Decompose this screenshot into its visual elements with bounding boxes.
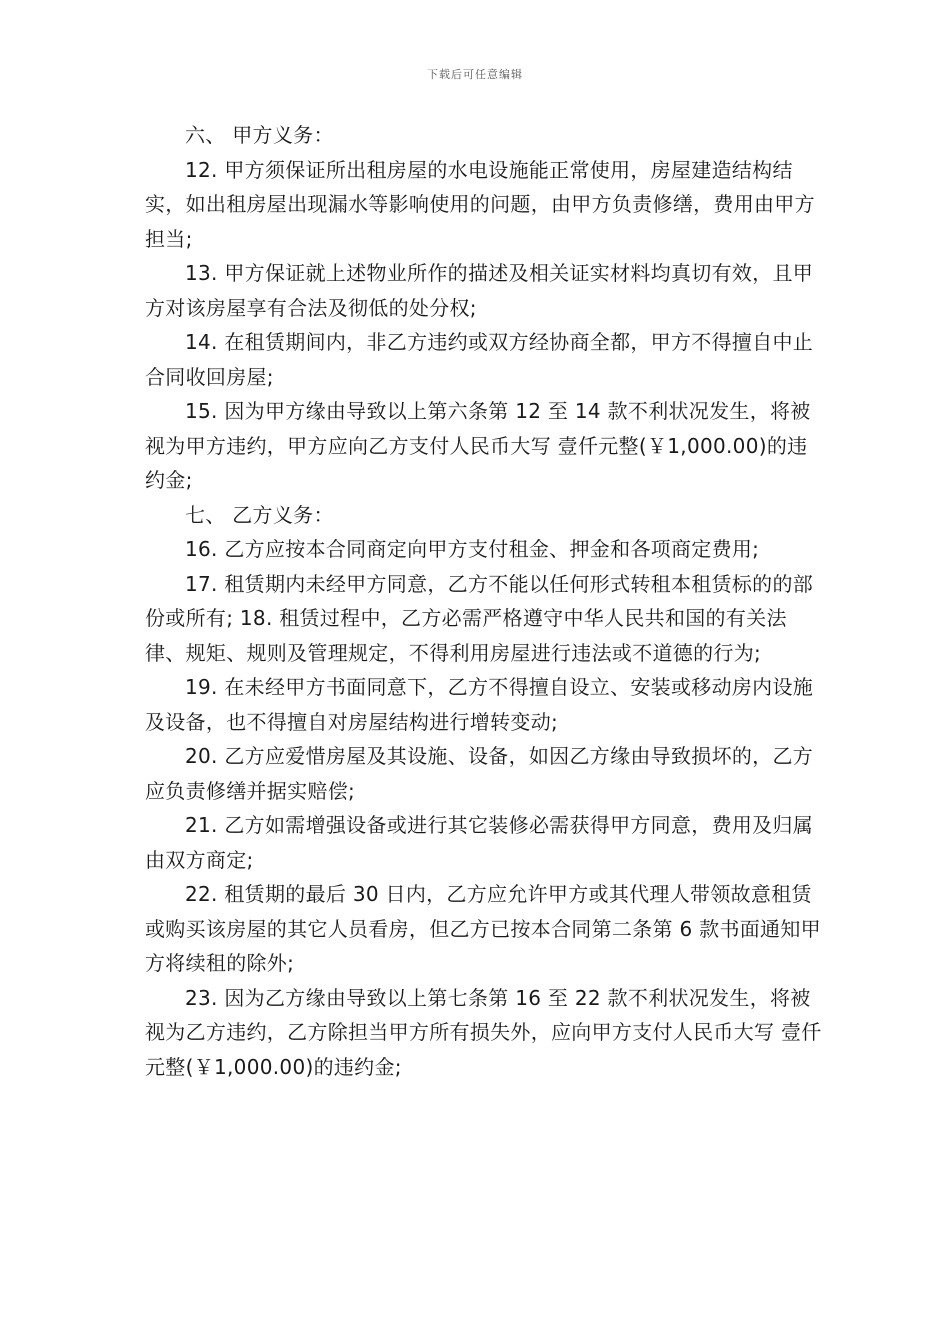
clause-22: 22. 租赁期的最后 30 日内，乙方应允许甲方或其代理人带领故意租赁或购买该房屋的其它人员看房，但乙方已按本合同第二条第 6 款书面通知甲方将续租的除外; xyxy=(145,882,821,975)
section-heading-6: 六、 甲方义务： xyxy=(185,123,334,147)
clause-13: 13. 甲方保证就上述物业所作的描述及相关证实材料均真切有效，且甲方对该房屋享有合法及彻低的处分权; xyxy=(145,261,814,320)
clause-20: 20. 乙方应爱惜房屋及其设施、设备，如因乙方缘由导致损坏的，乙方应负责修缮并据实赔偿; xyxy=(145,744,814,803)
clause-17-18: 17. 租赁期内未经甲方同意，乙方不能以任何形式转租本租赁标的的部份或所有; 18. 租赁过程中，乙方必需严格遵守中华人民共和国的有关法律、规矩、规则及管理规定，不得利用房屋进行违法或不道德的行为; xyxy=(145,571,814,665)
clause-21: 21. 乙方如需增强设备或进行其它装修必需获得甲方同意，费用及归属由双方商定; xyxy=(145,813,814,872)
page-header: 下载后可任意编辑 xyxy=(427,68,523,81)
clause-23: 23. 因为乙方缘由导致以上第七条第 16 至 22 款不利状况发生，将被视为乙方违约，乙方除担当甲方所有损失外，应向甲方支付人民币大写 壹仟元整(￥1,000.00)的违约金; xyxy=(145,985,822,1079)
section-heading-7: 七、 乙方义务： xyxy=(185,502,334,527)
clause-15: 15. 因为甲方缘由导致以上第六条第 12 至 14 款不利状况发生，将被视为甲方违约，甲方应向乙方支付人民币大写 壹仟元整(￥1,000.00)的违约金; xyxy=(145,399,811,492)
document-body xyxy=(145,118,825,1084)
clause-14: 14. 在租赁期间内，非乙方违约或双方经协商全都，甲方不得擅自中止合同收回房屋; xyxy=(145,330,814,389)
clause-12: 12. 甲方须保证所出租房屋的水电设施能正常使用，房屋建造结构结实，如出租房屋出现漏水等影响使用的问题，由甲方负责修缮，费用由甲方担当; xyxy=(145,157,815,251)
clause-19: 19. 在未经甲方书面同意下，乙方不得擅自设立、安装或移动房内设施及设备，也不得擅自对房屋结构进行增转变动; xyxy=(145,675,814,734)
clause-16: 16. 乙方应按本合同商定向甲方支付租金、押金和各项商定费用; xyxy=(185,537,760,561)
